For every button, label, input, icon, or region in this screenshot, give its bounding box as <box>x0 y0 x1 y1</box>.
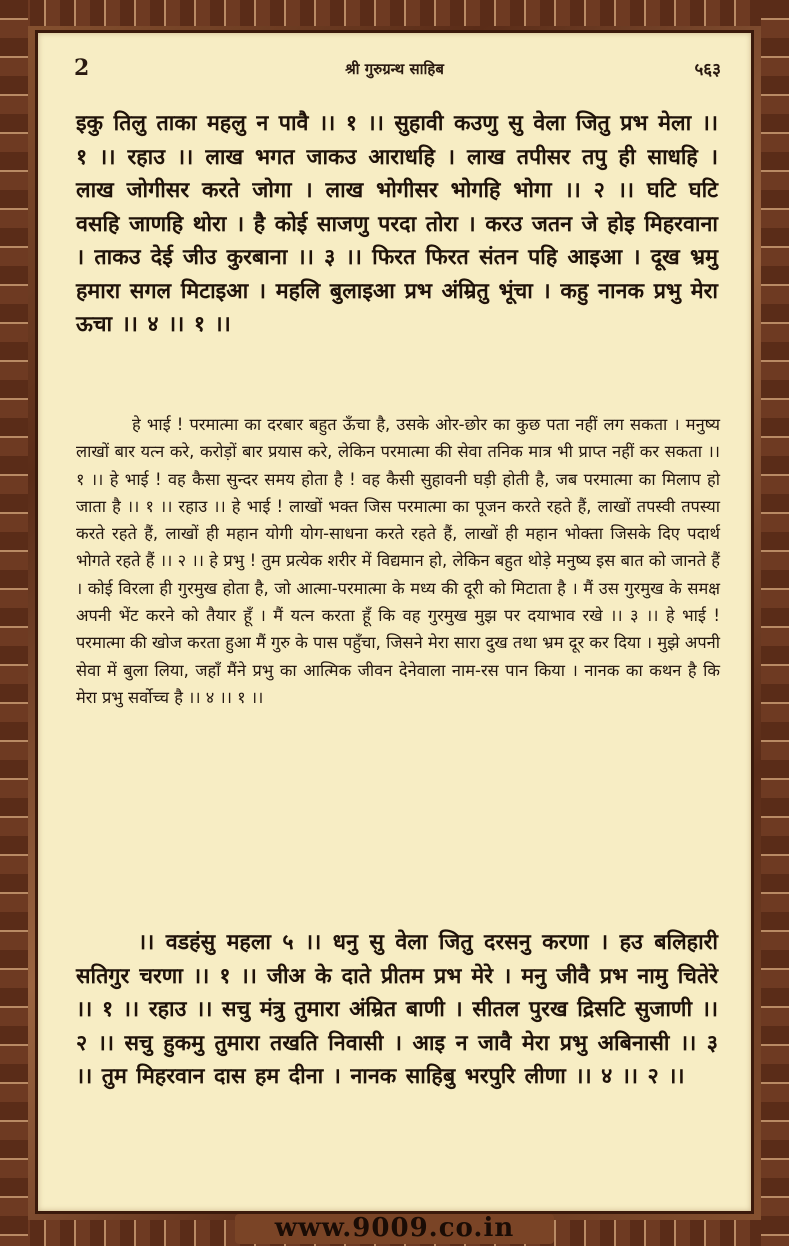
hindi-translation: हे भाई ! परमात्मा का दरबार बहुत ऊँचा है, उसके ओर-छोर का कुछ पता नहीं लग सकता । मनुष्य लाखों बार यत्न करे, करोड़ों बार प्रयास करे, लेकिन परमात्मा की सेवा तनिक मात्र भी प्राप्त नहीं कर सकता ।। १ ।। हे भाई ! वह कैसा सुन्दर समय होता है ! वह कैसी सुहावनी घड़ी होती है, जब परमात्मा का मिलाप हो जाता है ।। १ ।। रहाउ ।। हे भाई ! लाखों भक्त जिस परमात्मा का पूजन करते रहते हैं, लाखों तपस्वी तपस्या करते रहते हैं, लाखों ही महान योगी योग-साधना करते रहते हैं, लाखों ही महान भोक्ता जिसके दिए पदार्थ भोगते रहते हैं ।। २ ।। हे प्रभु ! तुम प्रत्येक शरीर में विद्यमान हो, लेकिन बहुत थोड़े मनुष्य इस बात को जानते हैं । कोई विरला ही गुरमुख होता है, जो आत्मा-परमात्मा के मध्य की दूरी को मिटाता है । मैं उस गुरमुख के समक्ष अपनी भेंट करने को तैयार हूँ । मैं यत्न करता हूँ कि वह गुरमुख मुझ पर दयाभाव रखे ।। ३ ।। हे भाई ! परमात्मा की खोज करता हुआ मैं गुरु के पास पहुँचा, जिसने मेरा सारा दुख तथा भ्रम दूर कर दिया । मुझे अपनी सेवा में बुला लिया, जहाँ मैंने प्रभु का आत्मिक जीवन देनेवाला नाम-रस पान किया । नानक का कथन है कि मेरा प्रभु सर्वोच्च है ।। ४ ।। १ ।। <box>76 415 720 707</box>
scripture-page <box>38 33 751 1211</box>
page-title: श्री गुरुग्रन्थ साहिब <box>345 60 444 78</box>
ang-number: ५६३ <box>694 60 721 80</box>
footer-url[interactable]: www.9009.co.in <box>274 1213 515 1243</box>
page-number: 2 <box>74 55 90 81</box>
gurbani-verse-top: इकु तिलु ताका महलु न पावै ।। १ ।। सुहावी कउणु सु वेला जितु प्रभ मेला ।। १ ।। रहाउ ।। लाख भगत जाकउ आराधहि । लाख तपीसर तपु ही साधहि । लाख जोगीसर करते जोगा । लाख भोगीसर भोगहि भोगा ।। २ ।। घटि घटि वसहि जाणहि थोरा । है कोई साजणु परदा तोरा । करउ जतन जे होइ मिहरवाना । ताकउ देई जीउ कुरबाना ।। ३ ।। फिरत फिरत संतन पहि आइआ । दूख भ्रमु हमारा सगल मिटाइआ । महलि बुलाइआ प्रभ अंम्रितु भूंचा । कहु नानक प्रभु मेरा ऊचा ।। ४ ।। १ ।। <box>76 111 718 337</box>
page-header <box>38 55 751 85</box>
gurbani-verse-bottom: ।। वडहंसु महला ५ ।। धनु सु वेला जितु दरसनु करणा । हउ बलिहारी सतिगुर चरणा ।। १ ।। जीअ के दाते प्रीतम प्रभ मेरे । मनु जीवै प्रभ नामु चितेरे ।। १ ।। रहाउ ।। सचु मंत्रु तुमारा अंम्रित बाणी । सीतल पुरख द्रिसटि सुजाणी ।। २ ।। सचु हुकमु तुमारा तखति निवासी । आइ न जावै मेरा प्रभु अबिनासी ।। ३ ।। तुम मिहरवान दास हम दीना । नानक साहिबु भरपुरि लीणा ।। ४ ।। २ ।। <box>76 930 718 1089</box>
frame-border-left <box>0 0 28 1246</box>
frame-border-top <box>0 0 789 26</box>
frame-border-right <box>761 0 789 1246</box>
